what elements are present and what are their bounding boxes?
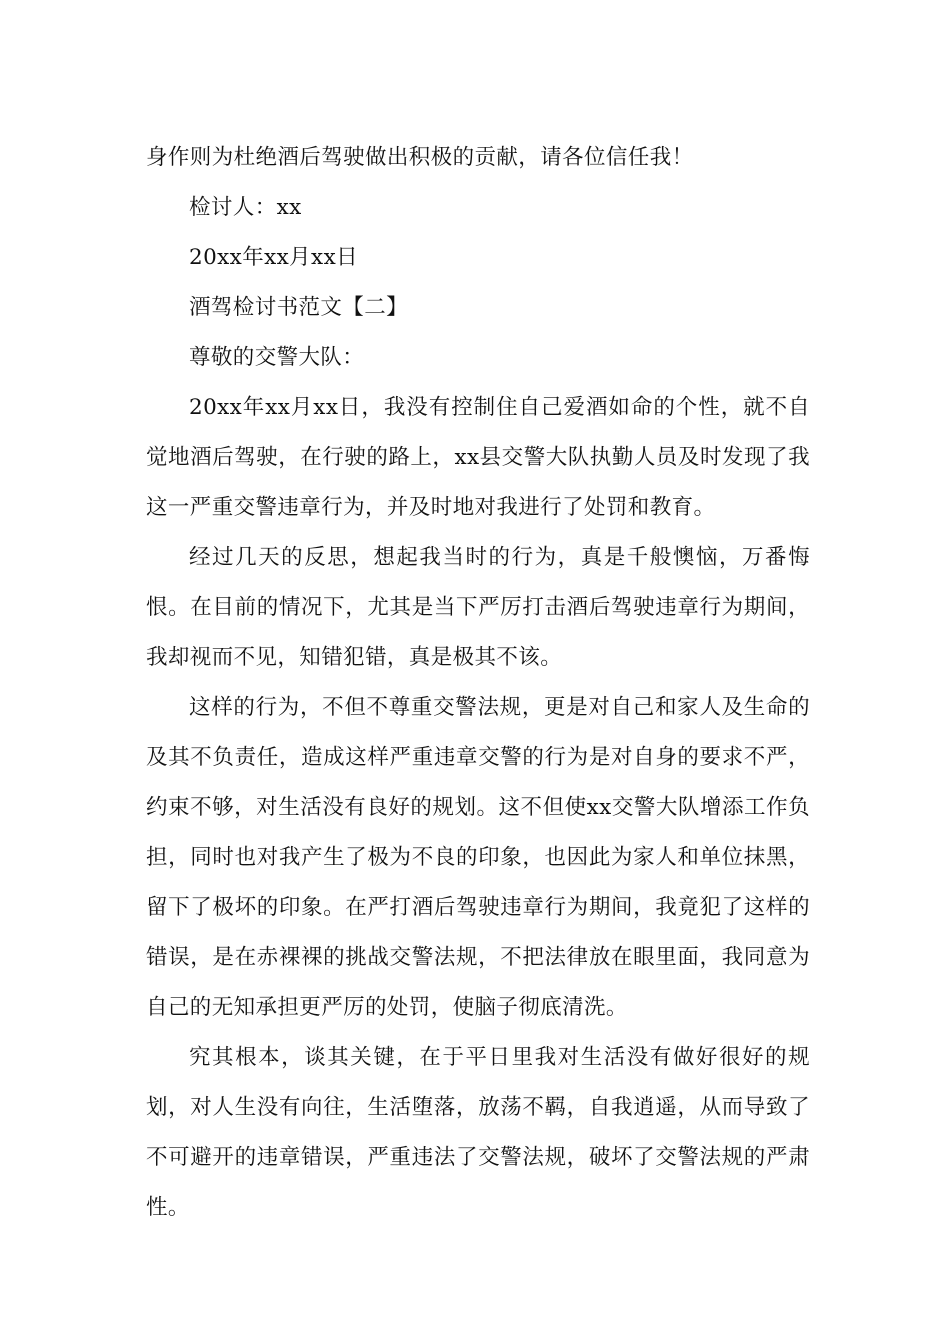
body-paragraph: 经过几天的反思，想起我当时的行为，真是千般懊恼，万番悔恨。在目前的情况下，尤其是当下严厉打击酒后驾驶违章行为期间，我却视而不见，知错犯错，真是极其不该。 [146, 545, 810, 670]
section-heading: 酒驾检讨书范文【二】 [189, 295, 409, 320]
body-paragraph: 究其根本，谈其关键，在于平日里我对生活没有做好很好的规划，对人生没有向往，生活堕落，放荡不羁，自我逍遥，从而导致了不可避开的违章错误，严重违法了交警法规，破坏了交警法规的严肃性。 [146, 1045, 810, 1220]
body-paragraph: 20xx年xx月xx日，我没有控制住自己爱酒如命的个性，就不自觉地酒后驾驶，在行驶的路上，xx县交警大队执勤人员及时发现了我这一严重交警违章行为，并及时地对我进行了处罚和教育。 [146, 395, 810, 520]
body-paragraph: 这样的行为，不但不尊重交警法规，更是对自己和家人及生命的及其不负责任，造成这样严重违章交警的行为是对自身的要求不严，约束不够，对生活没有良好的规划。这不但使xx交警大队增添工作负担，同时也对我产生了极为不良的印象，也因此为家人和单位抹黑，留下了极坏的印象。在严打酒后驾驶违章行为期间，我竟犯了这样的错误，是在赤裸裸的挑战交警法规，不把法律放在眼里面，我同意为自己的无知承担更严厉的处罚，使脑子彻底清洗。 [146, 695, 810, 1020]
date-line: 20xx年xx月xx日 [189, 245, 359, 270]
signature-line: 检讨人：xx [189, 195, 302, 220]
salutation: 尊敬的交警大队： [189, 345, 365, 370]
paragraph-continuation: 身作则为杜绝酒后驾驶做出积极的贡献，请各位信任我！ [146, 145, 694, 170]
